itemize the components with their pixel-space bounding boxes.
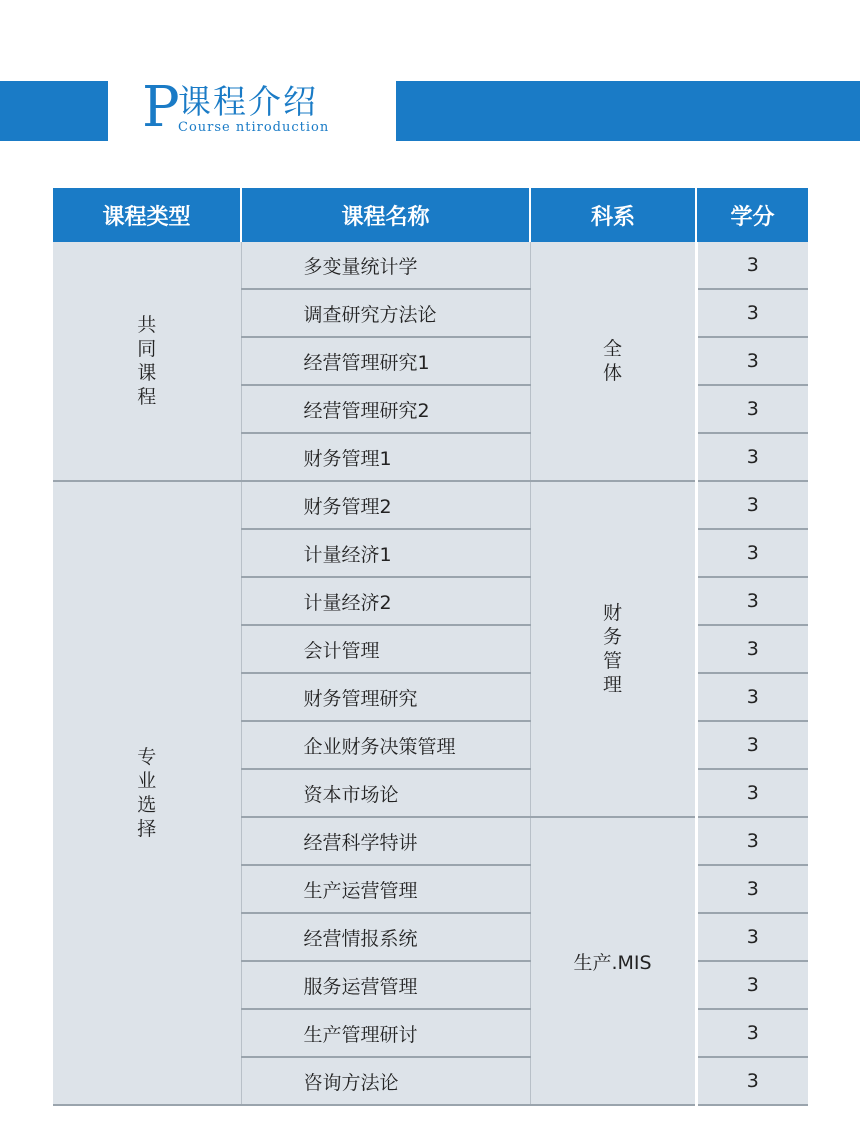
course-name-cell: 生产管理研讨 xyxy=(241,1009,530,1057)
credit-cell: 3 xyxy=(696,817,808,865)
credit-cell: 3 xyxy=(696,577,808,625)
course-name-cell: 服务运营管理 xyxy=(241,961,530,1009)
credit-cell: 3 xyxy=(696,721,808,769)
course-name-cell: 咨询方法论 xyxy=(241,1057,530,1105)
credit-cell: 3 xyxy=(696,289,808,337)
course-table xyxy=(53,188,808,1106)
column-header-credit: 学分 xyxy=(696,188,808,242)
category-cell-common: 共同课程 xyxy=(53,242,241,481)
credit-cell: 3 xyxy=(696,385,808,433)
credit-cell: 3 xyxy=(696,337,808,385)
course-name-cell: 经营科学特讲 xyxy=(241,817,530,865)
course-name-cell: 资本市场论 xyxy=(241,769,530,817)
credit-cell: 3 xyxy=(696,769,808,817)
course-name-cell: 企业财务决策管理 xyxy=(241,721,530,769)
credit-cell: 3 xyxy=(696,865,808,913)
course-name-cell: 财务管理2 xyxy=(241,481,530,529)
column-header-type: 课程类型 xyxy=(53,188,241,242)
course-name-cell: 会计管理 xyxy=(241,625,530,673)
credit-cell: 3 xyxy=(696,1057,808,1105)
course-name-cell: 生产运营管理 xyxy=(241,865,530,913)
section-heading xyxy=(142,75,387,140)
page-title: 课程介绍 xyxy=(178,82,318,121)
table-row xyxy=(53,481,808,529)
column-header-course: 课程名称 xyxy=(241,188,530,242)
department-cell-finance: 财务管理 xyxy=(530,481,696,817)
heading-initial-letter: P xyxy=(142,75,180,140)
header-band-right xyxy=(396,81,860,141)
department-cell-production: 生产.MIS xyxy=(530,817,696,1105)
credit-cell: 3 xyxy=(696,1009,808,1057)
department-cell-all: 全体 xyxy=(530,242,696,481)
course-name-cell: 调查研究方法论 xyxy=(241,289,530,337)
table-row xyxy=(53,242,808,289)
column-header-department: 科系 xyxy=(530,188,696,242)
table-header-row xyxy=(53,188,808,242)
course-name-cell: 财务管理1 xyxy=(241,433,530,481)
category-cell-elective: 专业选择 xyxy=(53,481,241,1105)
course-name-cell: 多变量统计学 xyxy=(241,242,530,289)
credit-cell: 3 xyxy=(696,481,808,529)
course-name-cell: 财务管理研究 xyxy=(241,673,530,721)
page-subtitle: Course ntiroduction xyxy=(178,120,330,135)
course-name-cell: 计量经济1 xyxy=(241,529,530,577)
course-name-cell: 经营管理研究2 xyxy=(241,385,530,433)
credit-cell: 3 xyxy=(696,529,808,577)
credit-cell: 3 xyxy=(696,242,808,289)
credit-cell: 3 xyxy=(696,433,808,481)
credit-cell: 3 xyxy=(696,961,808,1009)
header-band-left xyxy=(0,81,108,141)
course-name-cell: 经营管理研究1 xyxy=(241,337,530,385)
credit-cell: 3 xyxy=(696,625,808,673)
credit-cell: 3 xyxy=(696,913,808,961)
course-name-cell: 计量经济2 xyxy=(241,577,530,625)
credit-cell: 3 xyxy=(696,673,808,721)
course-name-cell: 经营情报系统 xyxy=(241,913,530,961)
